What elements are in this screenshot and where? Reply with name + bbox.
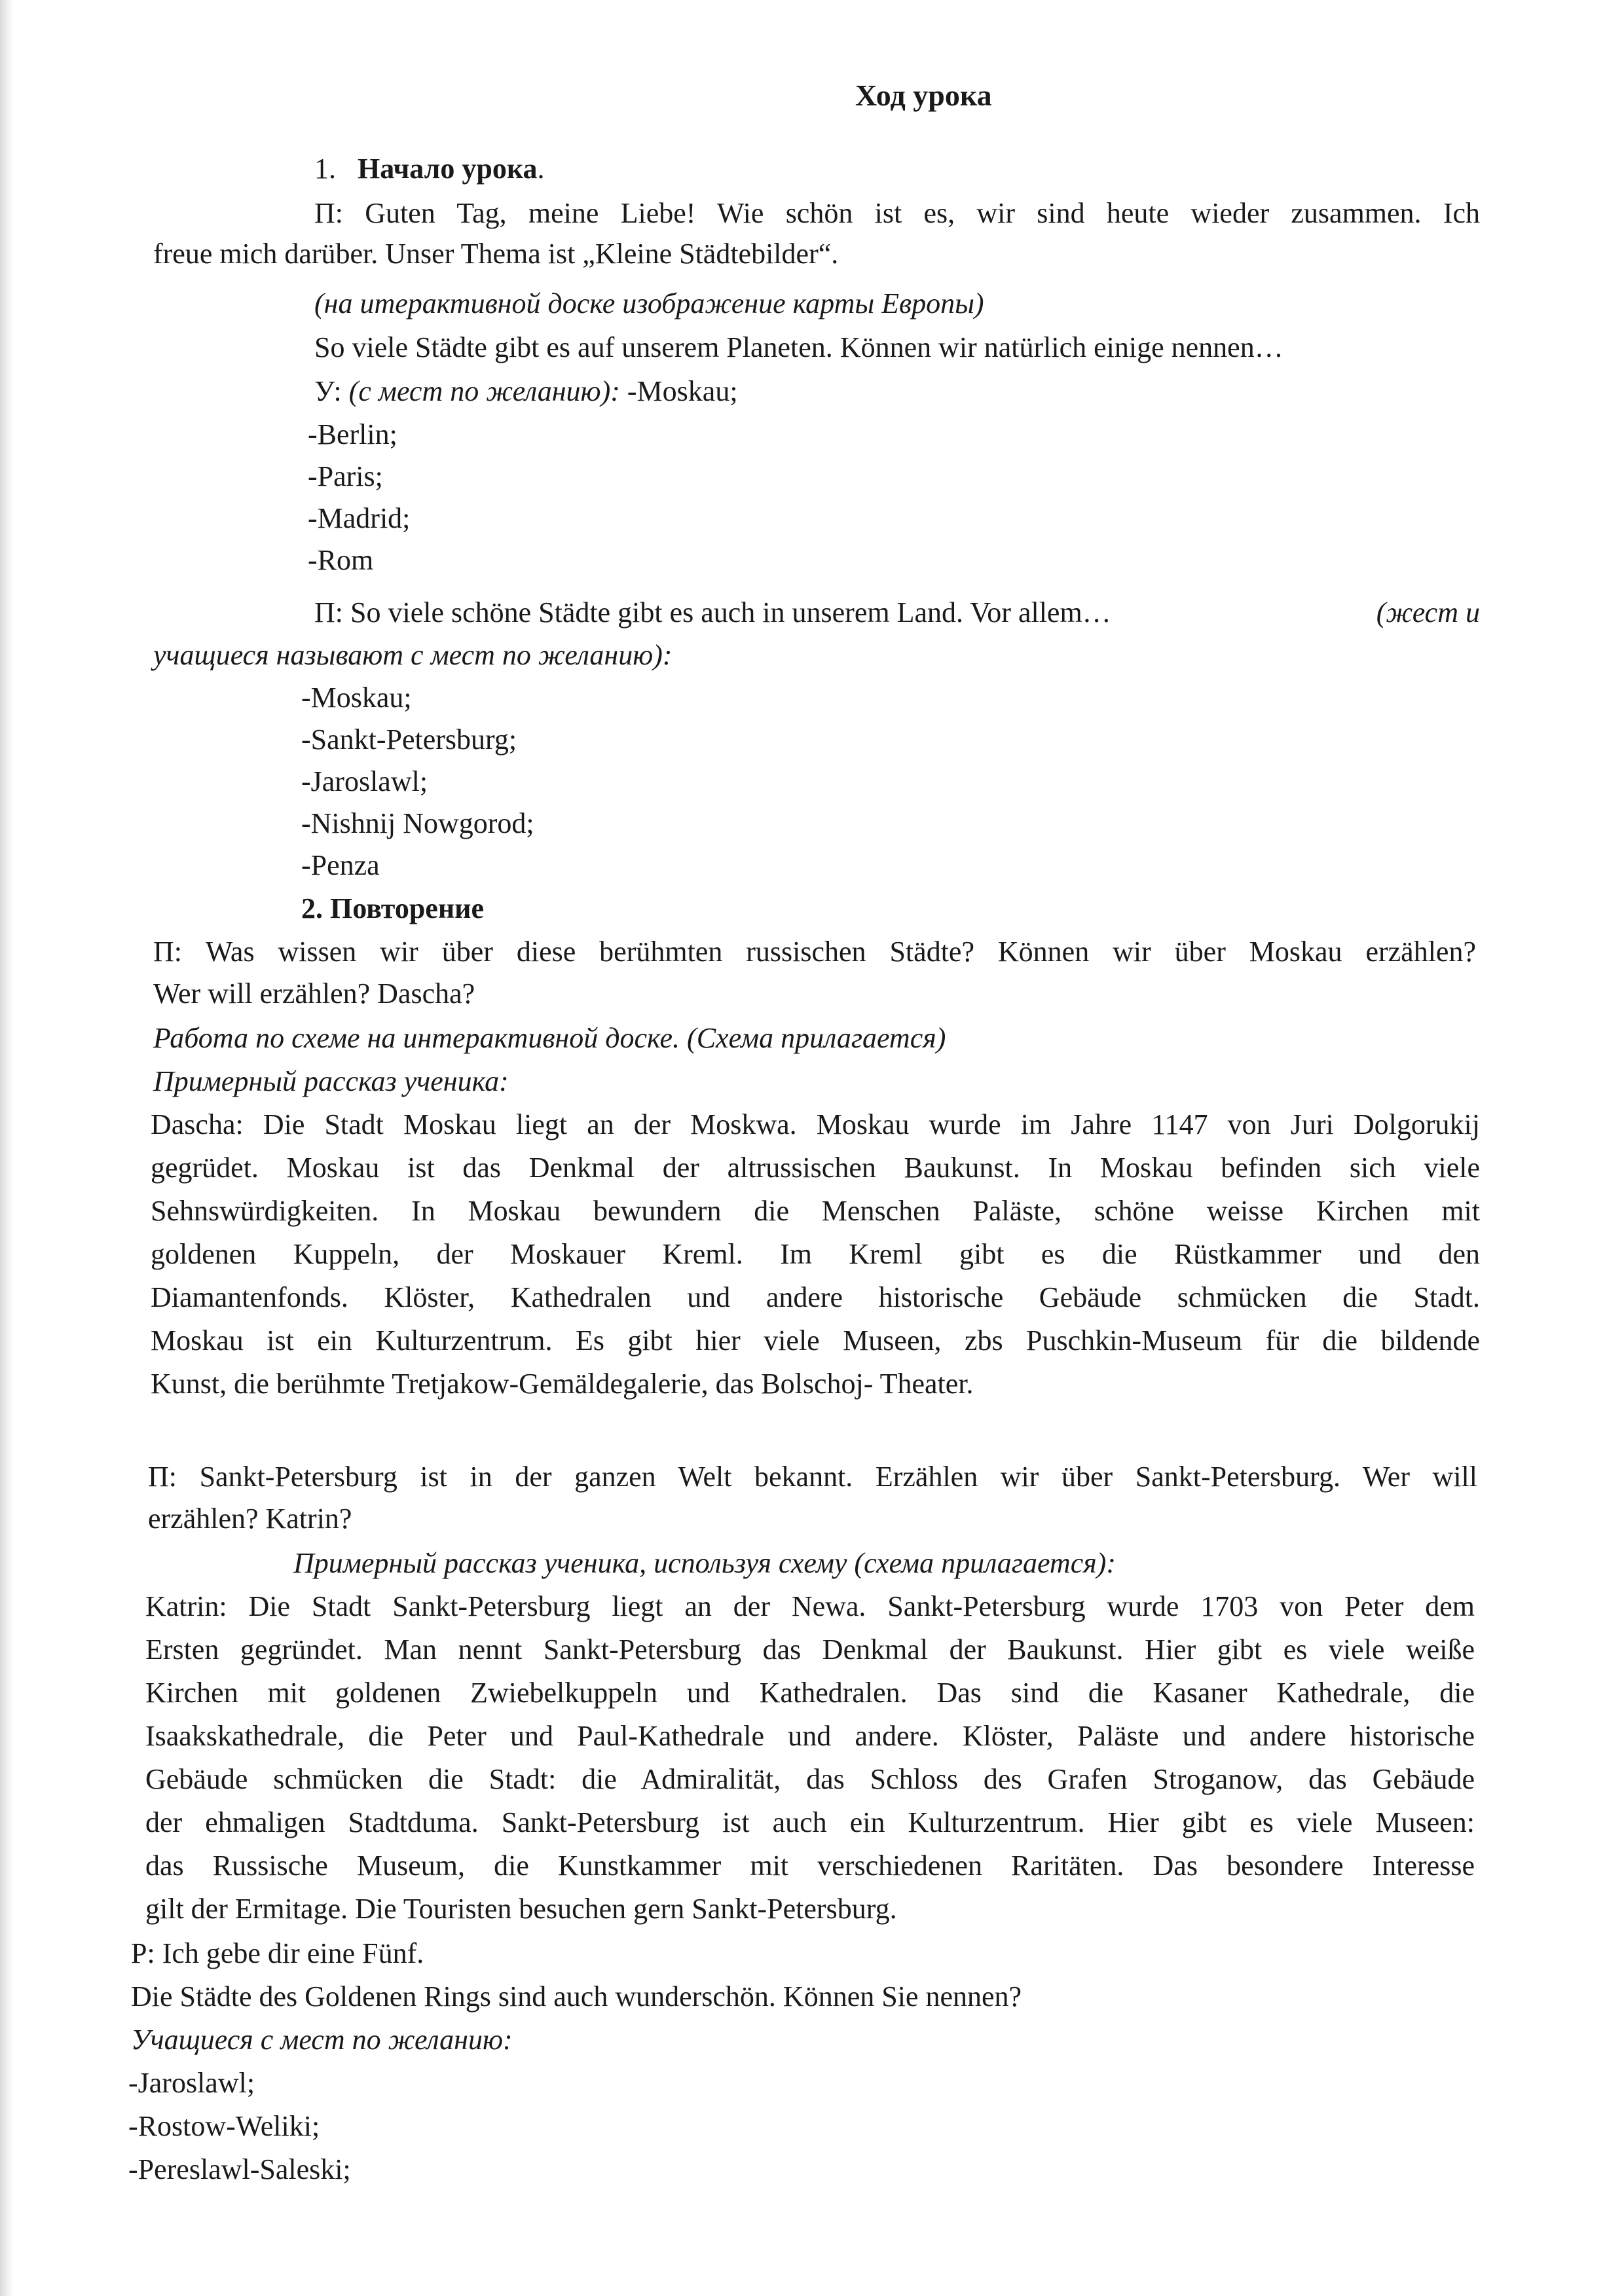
list-item: -Jaroslawl; — [128, 2067, 255, 2099]
student-label: У: — [314, 375, 349, 407]
dascha-story-line: Kunst, die berühmte Tretjakow-Gemäldegalerie, das Bolschoj- Theater. — [151, 1368, 974, 1400]
russia-prompt-note: (жест и — [1376, 596, 1480, 629]
list-item: -Jaroslawl; — [301, 765, 428, 797]
spb-question-line1: П: Sankt-Petersburg ist in der ganzen Welt bekannt. Erzählen wir über Sankt-Petersburg. Wer will — [148, 1461, 1477, 1493]
section1-dot: . — [537, 153, 545, 185]
katrin-story-line: Kirchen mit goldenen Zwiebelkuppeln und Kathedralen. Das sind die Kasaner Kathedrale, die — [145, 1677, 1475, 1709]
dascha-story-line: Dascha: Die Stadt Moskau liegt an der Moskwa. Moskau wurde im Jahre 1147 von Juri Dolgorukij — [151, 1108, 1480, 1140]
sample-story-note-2: Примерный рассказ ученика, используя схему (схема прилагается): — [293, 1547, 1116, 1579]
moscow-question-line1: П: Was wissen wir über diese berühmten russischen Städte? Können wir über Moskau erzählen? — [153, 936, 1476, 968]
golden-ring-question: Die Städte des Goldenen Rings sind auch wunderschön. Können Sie nennen? — [131, 1980, 1022, 2013]
spb-question-line2: erzählen? Katrin? — [148, 1503, 352, 1535]
teacher-greeting-line2: freue mich darüber. Unser Thema ist „Kleine Städtebilder“. — [153, 238, 839, 270]
list-item: -Rom — [308, 544, 374, 576]
sample-story-note: Примерный рассказ ученика: — [153, 1065, 509, 1097]
katrin-story-line: Isaakskathedrale, die Peter und Paul-Kathedrale und andere. Klöster, Paläste und andere historische — [145, 1720, 1475, 1752]
students-answer-note: Учащиеся с мест по желанию: — [131, 2024, 513, 2056]
page-title: Ход урока — [855, 79, 992, 112]
section1-title: Начало урока — [358, 153, 538, 185]
student-answer-note: (с мест по желанию): — [348, 375, 620, 407]
katrin-story-line: der ehmaligen Stadtduma. Sankt-Petersburg ist auch ein Kulturzentrum. Hier gibt es viele Museen: — [145, 1806, 1475, 1838]
list-item: -Rostow-Weliki; — [128, 2110, 320, 2142]
scheme-note: Работа по схеме на интерактивной доске. (Схема прилагается) — [153, 1022, 946, 1054]
katrin-story-line: das Russische Museum, die Kunstkammer mit verschiedenen Raritäten. Das besondere Interesse — [145, 1850, 1475, 1882]
list-item: -Madrid; — [308, 502, 411, 534]
list-item: -Sankt-Petersburg; — [301, 723, 517, 756]
list-item: -Penza — [301, 849, 380, 881]
katrin-story-line: Katrin: Die Stadt Sankt-Petersburg liegt an der Newa. Sankt-Petersburg wurde 1703 von Peter dem — [145, 1590, 1475, 1622]
list-item: -Nishnij Nowgorod; — [301, 807, 534, 839]
first-city: -Moskau; — [619, 375, 738, 407]
dascha-story-line: goldenen Kuppeln, der Moskauer Kreml. Im Kreml gibt es die Rüstkammer und den — [151, 1238, 1480, 1270]
moscow-question-line2: Wer will erzählen? Dascha? — [153, 977, 475, 1010]
section1-number: 1. — [314, 153, 336, 185]
section2-heading: 2. Повторение — [301, 892, 485, 924]
dascha-story-line: Diamantenfonds. Klöster, Kathedralen und andere historische Gebäude schmücken die Stadt. — [151, 1281, 1480, 1313]
katrin-story-line: gilt der Ermitage. Die Touristen besuchen gern Sankt-Petersburg. — [145, 1893, 897, 1925]
russia-prompt-text: П: So viele schöne Städte gibt es auch in unserem Land. Vor allem… — [314, 596, 1111, 629]
students-answer-line — [314, 374, 738, 409]
board-note: (на итерактивной доске изображение карты Европы) — [314, 287, 984, 319]
teacher-greeting-line1: П: Guten Tag, meine Liebe! Wie schön ist es, wir sind heute wieder zusammen. Ich — [314, 197, 1480, 229]
section1-heading — [314, 152, 545, 186]
list-item: -Berlin; — [308, 418, 397, 450]
list-item: -Pereslawl-Saleski; — [128, 2153, 351, 2185]
list-item: -Paris; — [308, 460, 383, 492]
katrin-story-line: Ersten gegründet. Man nennt Sankt-Petersburg das Denkmal der Baukunst. Hier gibt es viele weiße — [145, 1633, 1475, 1666]
dascha-story-line: Moskau ist ein Kulturzentrum. Es gibt hier viele Museen, zbs Puschkin-Museum für die bildende — [151, 1324, 1480, 1357]
list-item: -Moskau; — [301, 682, 412, 714]
russia-prompt-line1 — [314, 596, 1480, 630]
katrin-story-line: Gebäude schmücken die Stadt: die Admiralität, das Schloss des Grafen Stroganow, das Gebäude — [145, 1763, 1475, 1795]
dascha-story-line: Sehnswürdigkeiten. In Moskau bewundern die Menschen Paläste, schöne weisse Kirchen mit — [151, 1195, 1480, 1227]
cities-question: So viele Städte gibt es auf unserem Planeten. Können wir natürlich einige nennen… — [314, 331, 1283, 363]
scan-edge-shadow — [0, 0, 14, 2296]
grade-line: P: Ich gebe dir eine Fünf. — [131, 1937, 424, 1969]
dascha-story-line: gegrüdet. Moskau ist das Denkmal der altrussischen Baukunst. In Moskau befinden sich viele — [151, 1152, 1480, 1184]
russia-prompt-line2: учащиеся называют с мест по желанию): — [153, 639, 673, 671]
